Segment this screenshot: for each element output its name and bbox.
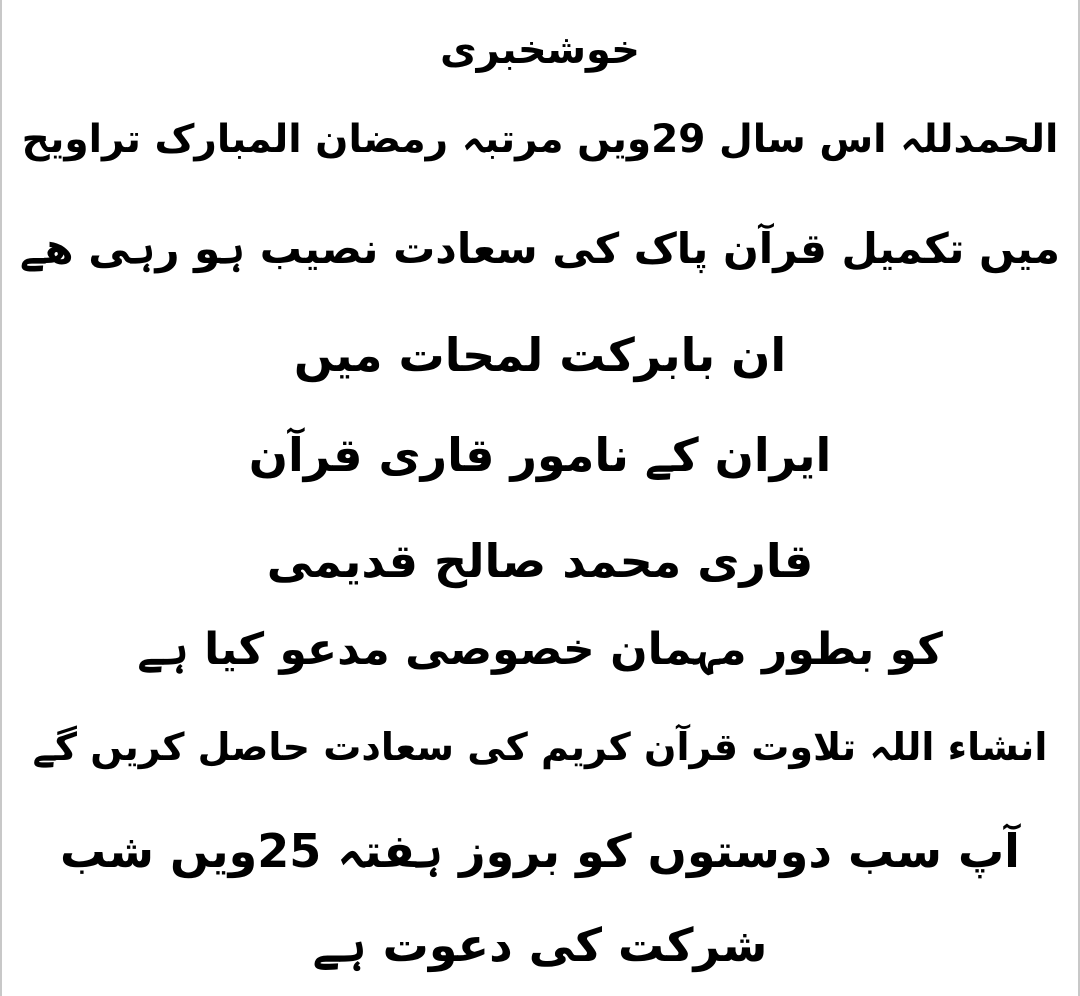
announcement-title: خوشخبری <box>440 27 640 73</box>
left-border <box>0 0 2 996</box>
text-line: آپ سب دوستوں کو بروز ہفتہ 25ویں شب <box>60 824 1020 878</box>
text-line: شرکت کی دعوت ہے <box>312 918 768 972</box>
text-line: ان بابرکت لمحات میں <box>293 328 787 382</box>
text-line: میں تکمیل قرآن پاک کی سعادت نصیب ہو رہی ھے <box>19 224 1060 273</box>
text-line: انشاء اللہ تلاوت قرآن کریم کی سعادت حاصل کریں گے <box>32 725 1048 769</box>
text-line: ایران کے نامور قاری قرآن <box>248 428 832 482</box>
text-line: کو بطور مہمان خصوصی مدعو کیا ہے <box>137 624 943 675</box>
text-line: الحمدللہ اس سال 29ویں مرتبہ رمضان المبارک تراویح <box>21 117 1059 162</box>
text-line: قاری محمد صالح قدیمی <box>266 534 814 588</box>
